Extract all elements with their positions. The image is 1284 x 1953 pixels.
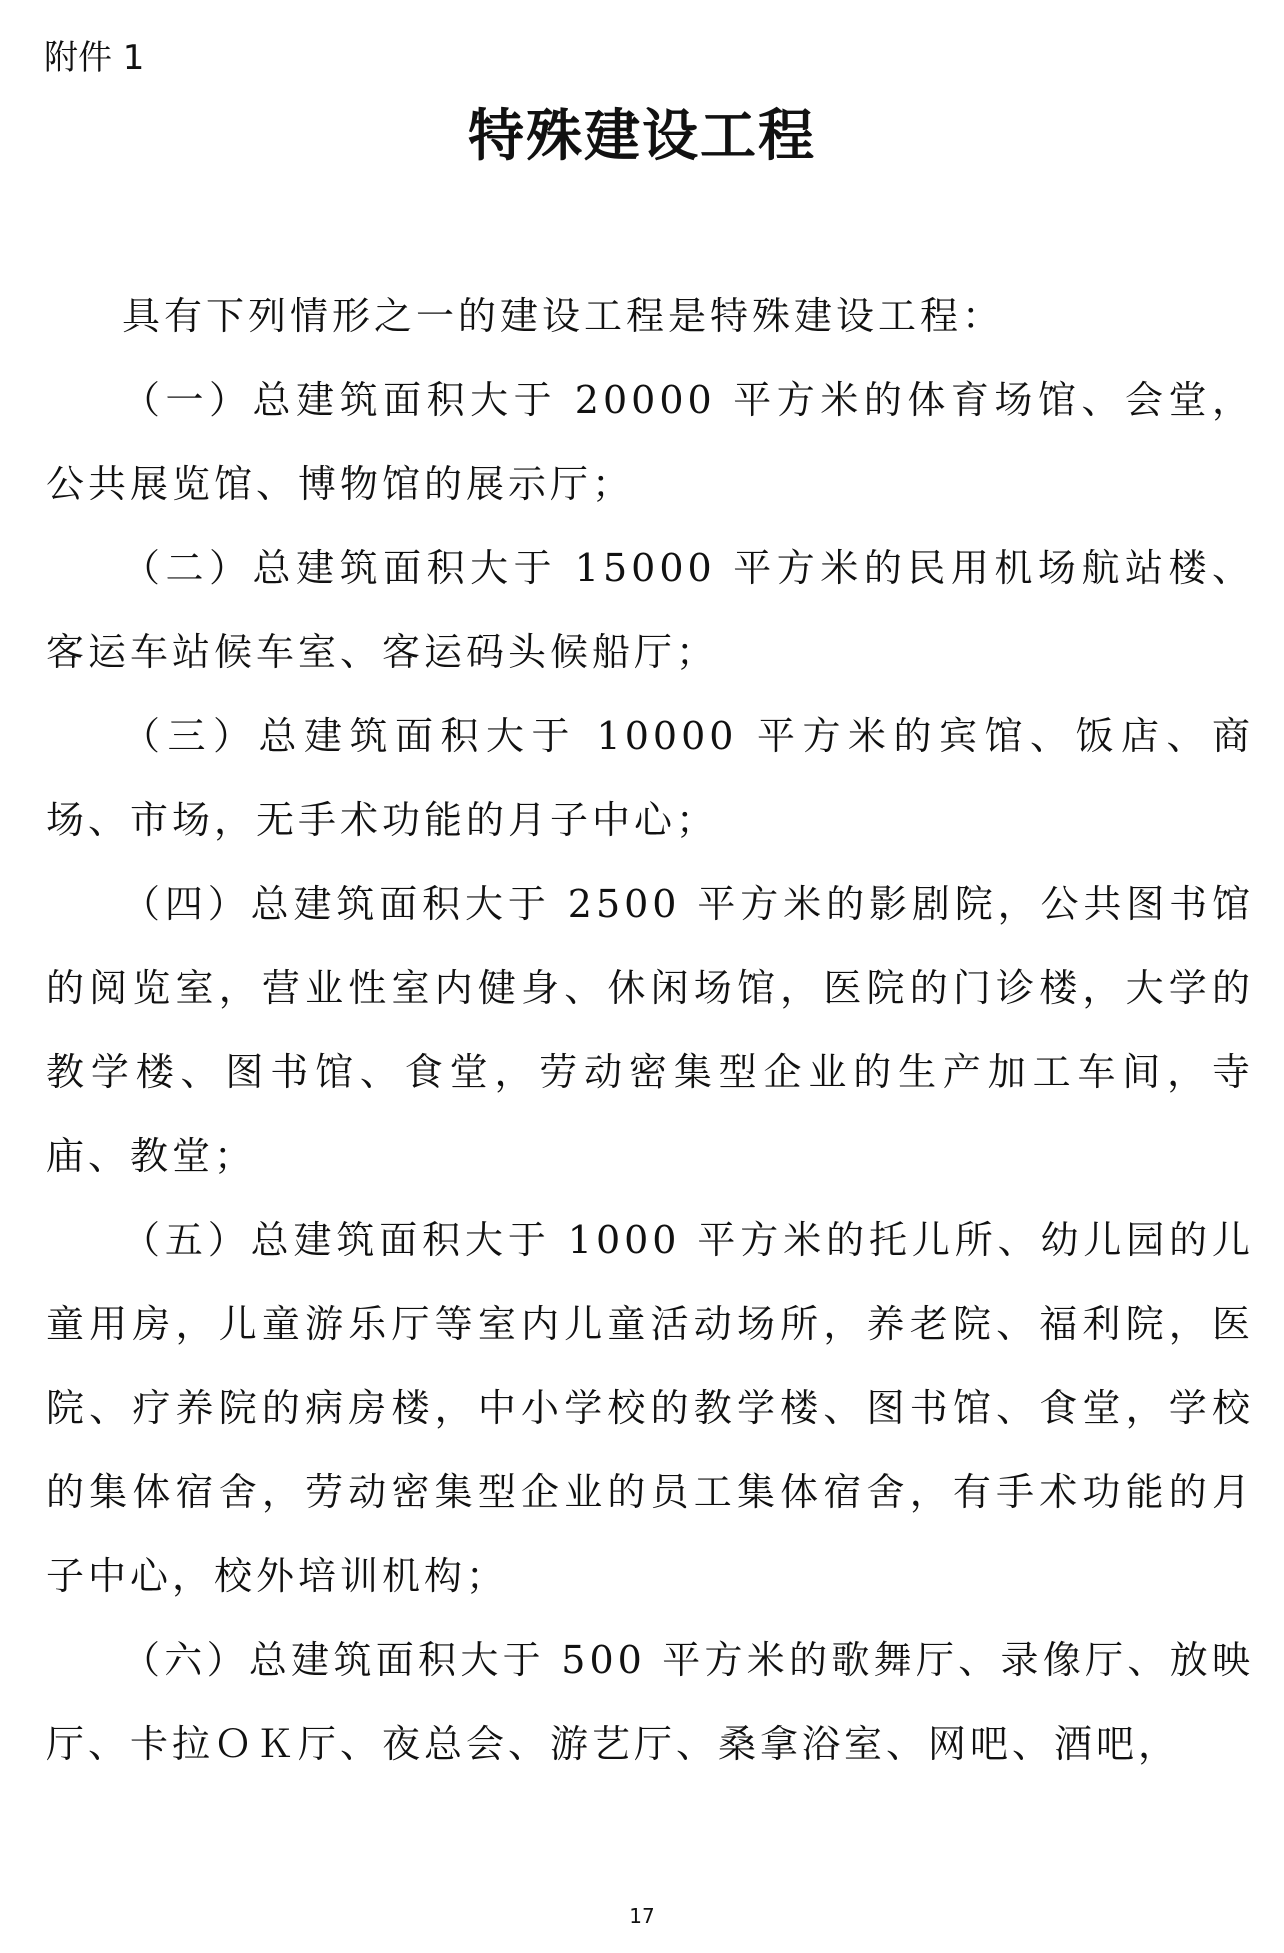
- document-title: 特殊建设工程: [468, 104, 816, 169]
- clause-5-paragraph: （五）总建筑面积大于 1000 平方米的托儿所、幼儿园的儿童用房，儿童游乐厅等室内儿童活动场所，养老院、福利院，医院、疗养院的病房楼，中小学校的教学楼、图书馆、食堂，学校的集体宿舍，劳动密集型企业的员工集体宿舍，有手术功能的月子中心，校外培训机构；: [46, 1218, 1254, 1598]
- attachment-label: 附件 1: [44, 38, 145, 78]
- clause-1-paragraph: （一）总建筑面积大于 20000 平方米的体育场馆、会堂，公共展览馆、博物馆的展示厅；: [46, 378, 1254, 506]
- page-number: 17: [629, 1904, 655, 1928]
- clause-3-paragraph: （三）总建筑面积大于 10000 平方米的宾馆、饭店、商场、市场，无手术功能的月子中心；: [46, 714, 1254, 842]
- intro-paragraph: 具有下列情形之一的建设工程是特殊建设工程：: [122, 294, 1005, 338]
- clause-6-paragraph: （六）总建筑面积大于 500 平方米的歌舞厅、录像厅、放映厅、卡拉ＯＫ厅、夜总会、游艺厅、桑拿浴室、网吧、酒吧，: [46, 1638, 1254, 1766]
- document-body: [46, 274, 1254, 1786]
- clause-2-paragraph: （二）总建筑面积大于 15000 平方米的民用机场航站楼、客运车站候车室、客运码头候船厅；: [46, 546, 1254, 674]
- clause-4-paragraph: （四）总建筑面积大于 2500 平方米的影剧院，公共图书馆的阅览室，营业性室内健身、休闲场馆，医院的门诊楼，大学的教学楼、图书馆、食堂，劳动密集型企业的生产加工车间，寺庙、教堂；: [46, 882, 1254, 1178]
